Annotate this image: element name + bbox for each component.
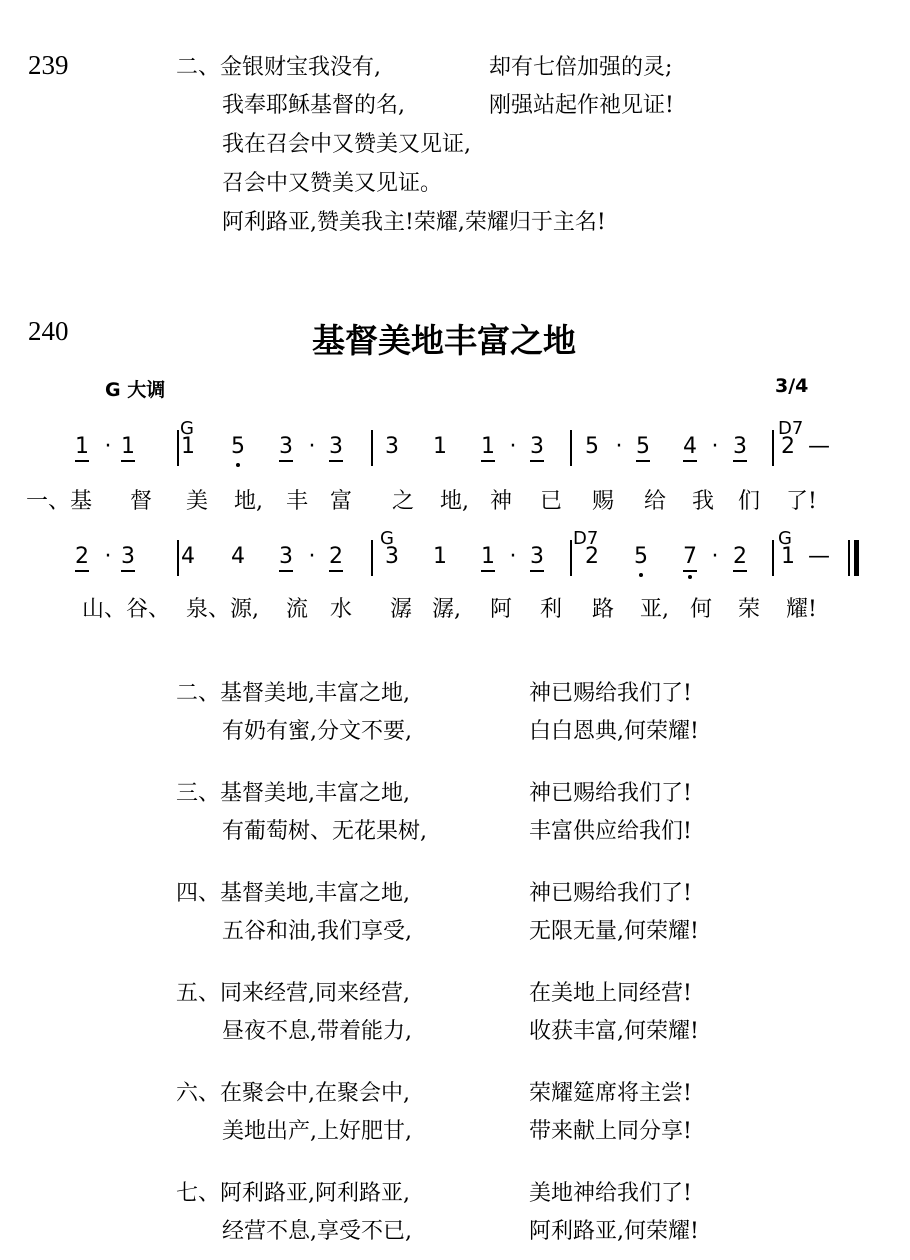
verse-3-line-b: 神已赐给我们了! <box>529 781 692 806</box>
song-239-line-3: 我在召会中又赞美又见证, <box>222 132 471 157</box>
dot-duration: · <box>104 434 112 459</box>
lyric-syllable: 水 <box>330 597 353 622</box>
lyric-syllable: 美 <box>186 489 209 514</box>
lyric-syllable: 之 <box>392 489 415 514</box>
song-239-line-2b: 刚强站起作祂见证! <box>489 93 674 118</box>
lyric-syllable: 督 <box>130 489 153 514</box>
dot-duration: · <box>615 434 623 459</box>
verse-6-line-a: 六、在聚会中,在聚会中, <box>176 1081 410 1106</box>
dot-duration: · <box>509 544 517 569</box>
song-239-line-5: 阿利路亚,赞美我主!荣耀,荣耀归于主名! <box>222 210 606 235</box>
note: 1 <box>478 434 498 459</box>
song-240-number: 240 <box>28 316 69 346</box>
final-bar-thick <box>854 540 859 576</box>
note: 3 <box>527 434 547 459</box>
lyric-syllable: 地, <box>440 489 469 514</box>
note: 3 <box>730 434 750 459</box>
verse-5-line-a: 五、同来经营,同来经营, <box>176 981 410 1006</box>
verse-4-line-b: 神已赐给我们了! <box>529 881 692 906</box>
song-239-line-1a: 二、金银财宝我没有, <box>176 55 381 80</box>
dot-duration: · <box>711 544 719 569</box>
note: 5 <box>228 434 248 459</box>
lyric-syllable: 阿 <box>490 597 513 622</box>
lyric-syllable: 丰 <box>286 489 309 514</box>
note: 1 <box>781 544 795 569</box>
verse-2-line-c: 有奶有蜜,分文不要, <box>222 719 412 744</box>
chord-d7: D7 <box>778 418 804 439</box>
bar-line <box>772 540 774 576</box>
final-bar-thin <box>848 540 850 576</box>
note: 3 <box>385 544 399 569</box>
verse-6-line-b: 荣耀筵席将主尝! <box>529 1081 692 1106</box>
note: 5 <box>631 544 651 569</box>
verse-4-line-d: 无限无量,何荣耀! <box>529 919 699 944</box>
note: 2 <box>781 434 795 459</box>
verse-3-line-c: 有葡萄树、无花果树, <box>222 819 427 844</box>
lyric-syllable: 潺, <box>432 597 461 622</box>
note: 3 <box>385 434 399 459</box>
song-239-line-1b: 却有七倍加强的灵; <box>489 55 673 80</box>
bar-line <box>570 430 572 466</box>
note: 3 <box>527 544 547 569</box>
lyric-syllable: 何 <box>690 597 713 622</box>
lyric-syllable: 流 <box>286 597 309 622</box>
verse-5-line-c: 昼夜不息,带着能力, <box>222 1019 412 1044</box>
note: 1 <box>433 434 447 459</box>
lyric-syllable: 耀! <box>786 597 817 622</box>
lyric-syllable: 山、谷、 <box>82 597 171 622</box>
chord-g: G <box>380 528 394 549</box>
lyric-syllable: 赐 <box>592 489 615 514</box>
lyric-syllable: 亚, <box>640 597 669 622</box>
lyric-syllable: 一、基 <box>26 489 93 514</box>
lyric-syllable: 给 <box>644 489 667 514</box>
chord-g: G <box>180 418 194 439</box>
chord-d7: D7 <box>573 528 599 549</box>
verse-4-line-c: 五谷和油,我们享受, <box>222 919 412 944</box>
bar-line <box>570 540 572 576</box>
verse-6-line-d: 带来献上同分享! <box>529 1119 692 1144</box>
verse-7-line-a: 七、阿利路亚,阿利路亚, <box>176 1181 410 1206</box>
note: 1 <box>181 434 195 459</box>
bar-line <box>371 540 373 576</box>
note: 3 <box>326 434 346 459</box>
note: 5 <box>633 434 653 459</box>
note: 7 <box>680 544 700 569</box>
note: 4 <box>680 434 700 459</box>
bar-line <box>772 430 774 466</box>
verse-6-line-c: 美地出产,上好肥甘, <box>222 1119 412 1144</box>
lyric-syllable: 潺 <box>390 597 413 622</box>
lyric-syllable: 了! <box>786 489 817 514</box>
verse-7-line-b: 美地神给我们了! <box>529 1181 692 1206</box>
lyric-syllable: 地, <box>234 489 263 514</box>
note: 1 <box>433 544 447 569</box>
song-239-number: 239 <box>28 50 69 80</box>
verse-7-line-c: 经营不息,享受不已, <box>222 1219 412 1244</box>
note: 1 <box>478 544 498 569</box>
note: 2 <box>730 544 750 569</box>
lyric-syllable: 利 <box>540 597 563 622</box>
bar-line <box>371 430 373 466</box>
dot-duration: · <box>711 434 719 459</box>
note: 2 <box>72 544 92 569</box>
verse-5-line-d: 收获丰富,何荣耀! <box>529 1019 699 1044</box>
lyric-syllable: 神 <box>490 489 513 514</box>
dot-duration: · <box>308 544 316 569</box>
note: 3 <box>276 434 296 459</box>
song-239-line-2a: 我奉耶稣基督的名, <box>222 93 405 118</box>
lyric-syllable: 路 <box>592 597 615 622</box>
note: 3 <box>276 544 296 569</box>
dot-duration: · <box>509 434 517 459</box>
note: 1 <box>118 434 138 459</box>
time-signature: 3/4 <box>775 375 809 397</box>
dash-extension: — <box>808 544 830 569</box>
verse-7-line-d: 阿利路亚,何荣耀! <box>529 1219 699 1244</box>
note: 1 <box>72 434 92 459</box>
note: 2 <box>585 544 599 569</box>
key-signature: G 大调 <box>105 379 166 401</box>
note: 4 <box>231 544 245 569</box>
lyric-syllable: 富 <box>330 489 353 514</box>
verse-4-line-a: 四、基督美地,丰富之地, <box>176 881 410 906</box>
lyric-syllable: 已 <box>540 489 563 514</box>
note: 5 <box>585 434 599 459</box>
note: 4 <box>181 544 195 569</box>
lyric-syllable: 我 <box>692 489 715 514</box>
verse-2-line-b: 神已赐给我们了! <box>529 681 692 706</box>
verse-2-line-a: 二、基督美地,丰富之地, <box>176 681 410 706</box>
dot-duration: · <box>104 544 112 569</box>
lyric-syllable: 泉、源, <box>186 597 259 622</box>
verse-2-line-d: 白白恩典,何荣耀! <box>529 719 699 744</box>
lyric-syllable: 荣 <box>738 597 761 622</box>
dash-extension: — <box>808 434 830 459</box>
note: 2 <box>326 544 346 569</box>
lyric-syllable: 们 <box>738 489 761 514</box>
verse-5-line-b: 在美地上同经营! <box>529 981 692 1006</box>
verse-3-line-a: 三、基督美地,丰富之地, <box>176 781 410 806</box>
song-240-title: 基督美地丰富之地 <box>312 321 576 360</box>
dot-duration: · <box>308 434 316 459</box>
note: 3 <box>118 544 138 569</box>
song-239-line-4: 召会中又赞美又见证。 <box>222 171 443 196</box>
chord-g: G <box>778 528 792 549</box>
verse-3-line-d: 丰富供应给我们! <box>529 819 692 844</box>
